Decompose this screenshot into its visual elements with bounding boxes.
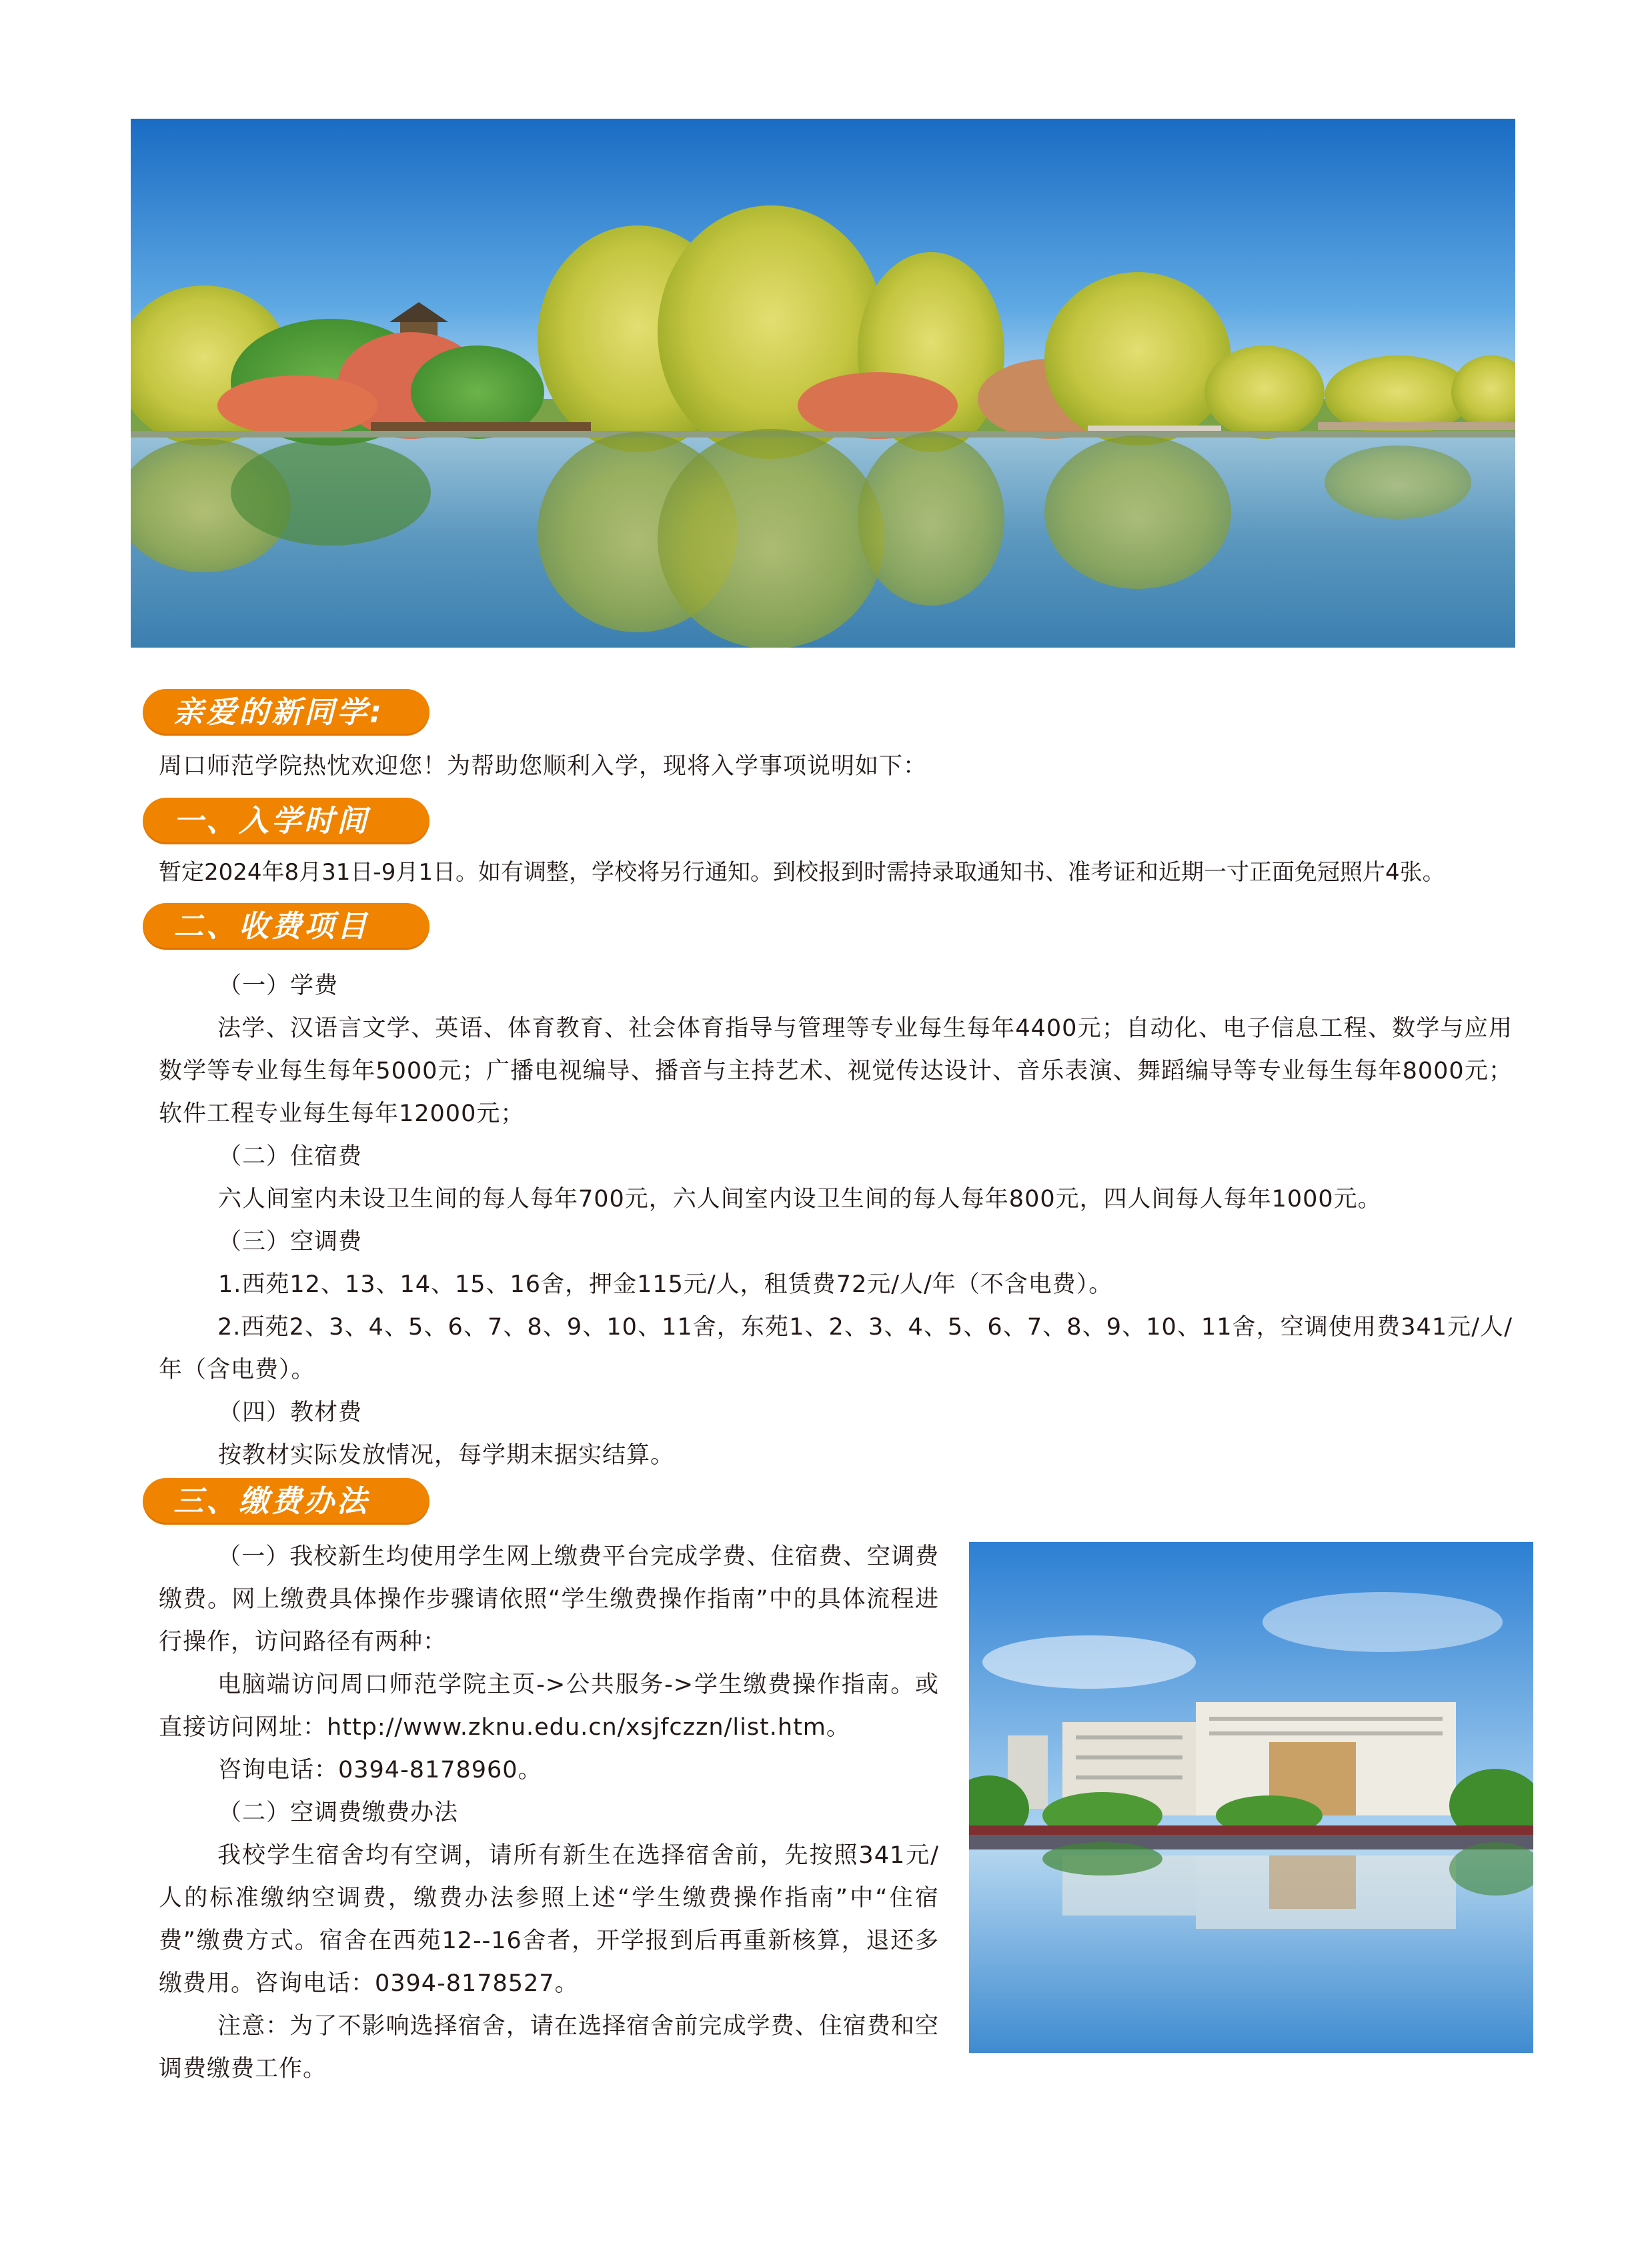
section-enrollment-time-header xyxy=(143,798,430,844)
enrollment-time-text: 暂定2024年8月31日-9月1日。如有调整，学校将另行通知。到校报到时需持录取通知书、准考证和近期一寸正面免冠照片4张。 xyxy=(159,859,1445,886)
ac-fee-heading: （三）空调费 xyxy=(218,1229,363,1255)
section-fees-header xyxy=(143,903,430,950)
ac-payment-text: 我校学生宿舍均有空调，请所有新生在选择宿舍前，先按照341元/人的标准缴纳空调费，缴费办法参照上述“学生缴费操作指南”中“住宿费”缴费方式。宿舍在西苑12--16舍者，开学报到后再重新核算，退还多缴费用。咨询电话：0394-8178527。 xyxy=(159,1842,939,1997)
campus-building-photo xyxy=(969,1542,1533,2053)
section-payment-header xyxy=(143,1478,430,1525)
payment-note-text: 注意：为了不影响选择宿舍，请在选择宿舍前完成学费、住宿费和空调费缴费工作。 xyxy=(159,2013,939,2082)
textbook-text: 按教材实际发放情况，每学期末据实结算。 xyxy=(218,1442,675,1469)
section-fees-title: 二、收费项目 xyxy=(173,908,370,944)
payment-path-text: 电脑端访问周口师范学院主页->公共服务->学生缴费操作指南。或直接访问网址：http://www.zknu.edu.cn/xsjfczzn/list.htm。 xyxy=(159,1671,939,1741)
textbook-heading: （四）教材费 xyxy=(218,1399,363,1426)
ac-fee-item-2: 2.西苑2、3、4、5、6、7、8、9、10、11舍，东苑1、2、3、4、5、6、7、8、9、10、11舍，空调使用费341元/人/年（含电费）。 xyxy=(159,1314,1513,1383)
greeting-title: 亲爱的新同学: xyxy=(173,694,384,730)
consult-phone-1: 咨询电话：0394-8178960。 xyxy=(218,1757,542,1783)
ac-payment-heading: （二）空调费缴费办法 xyxy=(218,1799,459,1826)
greeting-intro: 周口师范学院热忱欢迎您！为帮助您顺利入学，现将入学事项说明如下： xyxy=(159,753,928,780)
tuition-text: 法学、汉语言文学、英语、体育教育、社会体育指导与管理等专业每生每年4400元；自动化、电子信息工程、数学与应用数学等专业每生每年5000元；广播电视编导、播音与主持艺术、视觉传达设计、音乐表演、舞蹈编导等专业每生每年8000元；软件工程专业每生每年12000元； xyxy=(159,1015,1513,1127)
greeting-header xyxy=(143,689,430,736)
lake-landscape-photo xyxy=(131,119,1515,648)
section-payment-title: 三、缴费办法 xyxy=(173,1483,370,1519)
online-payment-text: （一）我校新生均使用学生网上缴费平台完成学费、住宿费、空调费缴费。网上缴费具体操作步骤请依照“学生缴费操作指南”中的具体流程进行操作，访问路径有两种： xyxy=(159,1543,939,1655)
tuition-heading: （一）学费 xyxy=(218,972,339,999)
section-enrollment-time-title: 一、入学时间 xyxy=(173,803,370,838)
ac-fee-item-1: 1.西苑12、13、14、15、16舍，押金115元/人，租赁费72元/人/年（不含电费）。 xyxy=(218,1271,1113,1298)
dorm-text: 六人间室内未设卫生间的每人每年700元，六人间室内设卫生间的每人每年800元，四人间每人每年1000元。 xyxy=(218,1186,1382,1213)
dorm-heading: （二）住宿费 xyxy=(218,1143,363,1170)
